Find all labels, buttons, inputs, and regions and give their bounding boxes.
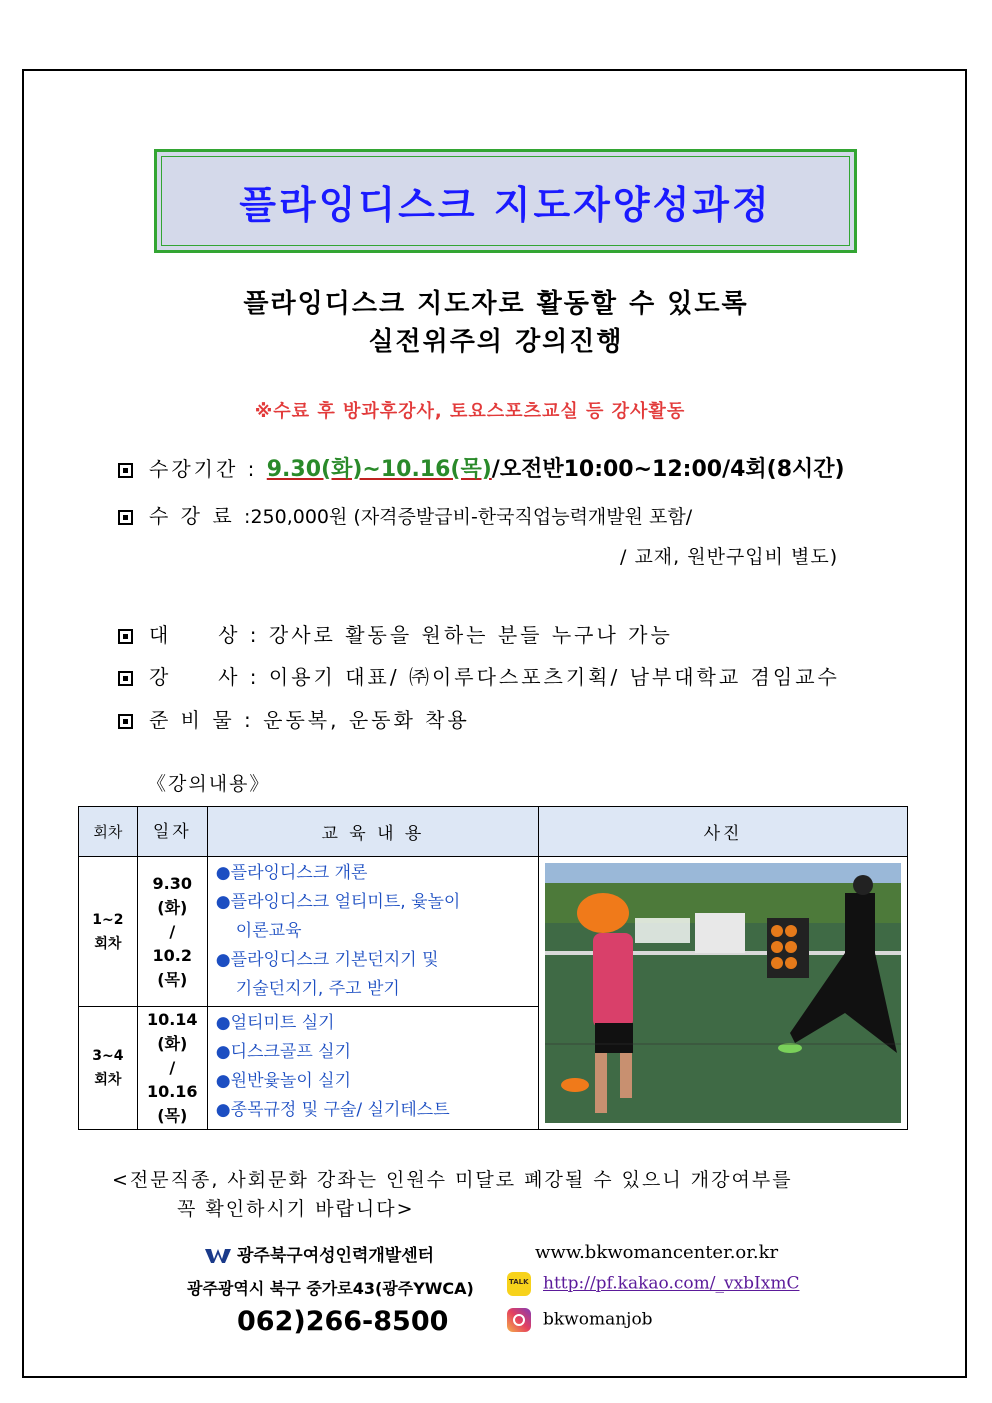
subtitle-line2: 실전위주의 강의진행: [368, 327, 624, 357]
session-cell: 3~4 회차: [79, 1007, 138, 1130]
list-item: ●디스크골프 실기: [215, 1042, 351, 1062]
photo-cell: [539, 857, 908, 1130]
instructor-label: 강 사: [149, 665, 241, 689]
list-item: ●얼티미트 실기: [215, 1013, 335, 1033]
period-rest: /오전반10:00~12:00/4회(8시간): [491, 457, 845, 482]
info-fee: [118, 500, 692, 529]
instagram-icon: [507, 1308, 531, 1332]
date-cell: 9.30 (화) / 10.2 (목): [137, 857, 207, 1007]
list-item: ●플라잉디스크 개론: [215, 863, 368, 883]
notice-line2: 꼭 확인하시기 바랍니다>: [177, 1198, 415, 1220]
lecture-heading: 《강의내용》: [147, 773, 271, 795]
instagram-row: [507, 1308, 653, 1332]
info-period: [118, 452, 845, 483]
list-item-cont: 기술던지기, 주고 받기: [235, 979, 400, 999]
closure-notice: [112, 1166, 793, 1224]
class-photo-illustration: [545, 863, 901, 1123]
square-bullet-icon: [118, 714, 133, 729]
instagram-handle[interactable]: bkwomanjob: [543, 1309, 653, 1330]
page-title: 플라잉디스크 지도자양성과정: [239, 182, 772, 227]
fee-value: :250,000원 (자격증발급비-한국직업능력개발원 포함/: [244, 506, 693, 528]
kakao-link-row: [507, 1272, 799, 1296]
table-header-row: [79, 807, 908, 857]
kakao-link[interactable]: http://pf.kakao.com/_vxbIxmC: [543, 1273, 800, 1294]
notice-line1: <전문직종, 사회문화 강좌는 인원수 미달로 폐강될 수 있으니 개강여부를: [112, 1169, 793, 1191]
session-cell: 1~2 회차: [79, 857, 138, 1007]
date-cell: 10.14 (화) / 10.16 (목): [137, 1007, 207, 1130]
header-date: 일자: [137, 807, 207, 857]
period-label: 수강기간 :: [149, 457, 258, 481]
square-bullet-icon: [118, 671, 133, 686]
content-cell: [207, 1007, 538, 1130]
square-bullet-icon: [118, 510, 133, 525]
supplies-label: 준 비 물: [149, 708, 235, 732]
header-photo: 사진: [539, 807, 908, 857]
website-link[interactable]: www.bkwomancenter.or.kr: [535, 1242, 779, 1263]
list-item: ●종목규정 및 구술/ 실기테스트: [215, 1100, 450, 1120]
title-banner: [154, 149, 857, 253]
subtitle-line1: 플라잉디스크 지도자로 활동할 수 있도록: [243, 289, 749, 319]
class-photo: [545, 863, 901, 1123]
info-target: [118, 619, 673, 648]
info-supplies: [118, 704, 470, 733]
period-dates: 9.30(화)~10.16(목): [266, 457, 492, 482]
table-row: [79, 857, 908, 1007]
content-cell: [207, 857, 538, 1007]
instructor-value: : 이용기 대표/ ㈜이루다스포츠기획/ 남부대학교 겸임교수: [249, 665, 840, 689]
list-item-cont: 이론교육: [235, 921, 302, 941]
target-label: 대 상: [149, 623, 241, 647]
list-item: ●플라잉디스크 얼티미트, 윷놀이: [215, 892, 461, 912]
list-item: ●플라잉디스크 기본던지기 및: [215, 950, 439, 970]
ywca-logo-icon: [205, 1247, 231, 1265]
org-name: 광주북구여성인력개발센터: [205, 1241, 434, 1266]
supplies-value: : 운동복, 운동화 착용: [244, 708, 470, 732]
fee-label: 수 강 료: [149, 504, 235, 528]
info-instructor: [118, 661, 840, 690]
kakaotalk-icon: [507, 1272, 531, 1296]
header-content: 교 육 내 용: [207, 807, 538, 857]
square-bullet-icon: [118, 463, 133, 478]
fee-value-cont: / 교재, 원반구입비 별도): [620, 546, 839, 568]
square-bullet-icon: [118, 629, 133, 644]
activity-note: ※수료 후 방과후강사, 토요스포츠교실 등 강사활동: [254, 401, 686, 422]
org-phone: 062)266-8500: [237, 1306, 449, 1337]
target-value: : 강사로 활동을 원하는 분들 누구나 가능: [249, 623, 673, 647]
org-address: 광주광역시 북구 중가로43(광주YWCA): [187, 1279, 474, 1298]
schedule-table: [78, 806, 908, 1130]
header-session: 회차: [79, 807, 138, 857]
list-item: ●원반윷놀이 실기: [215, 1071, 351, 1091]
